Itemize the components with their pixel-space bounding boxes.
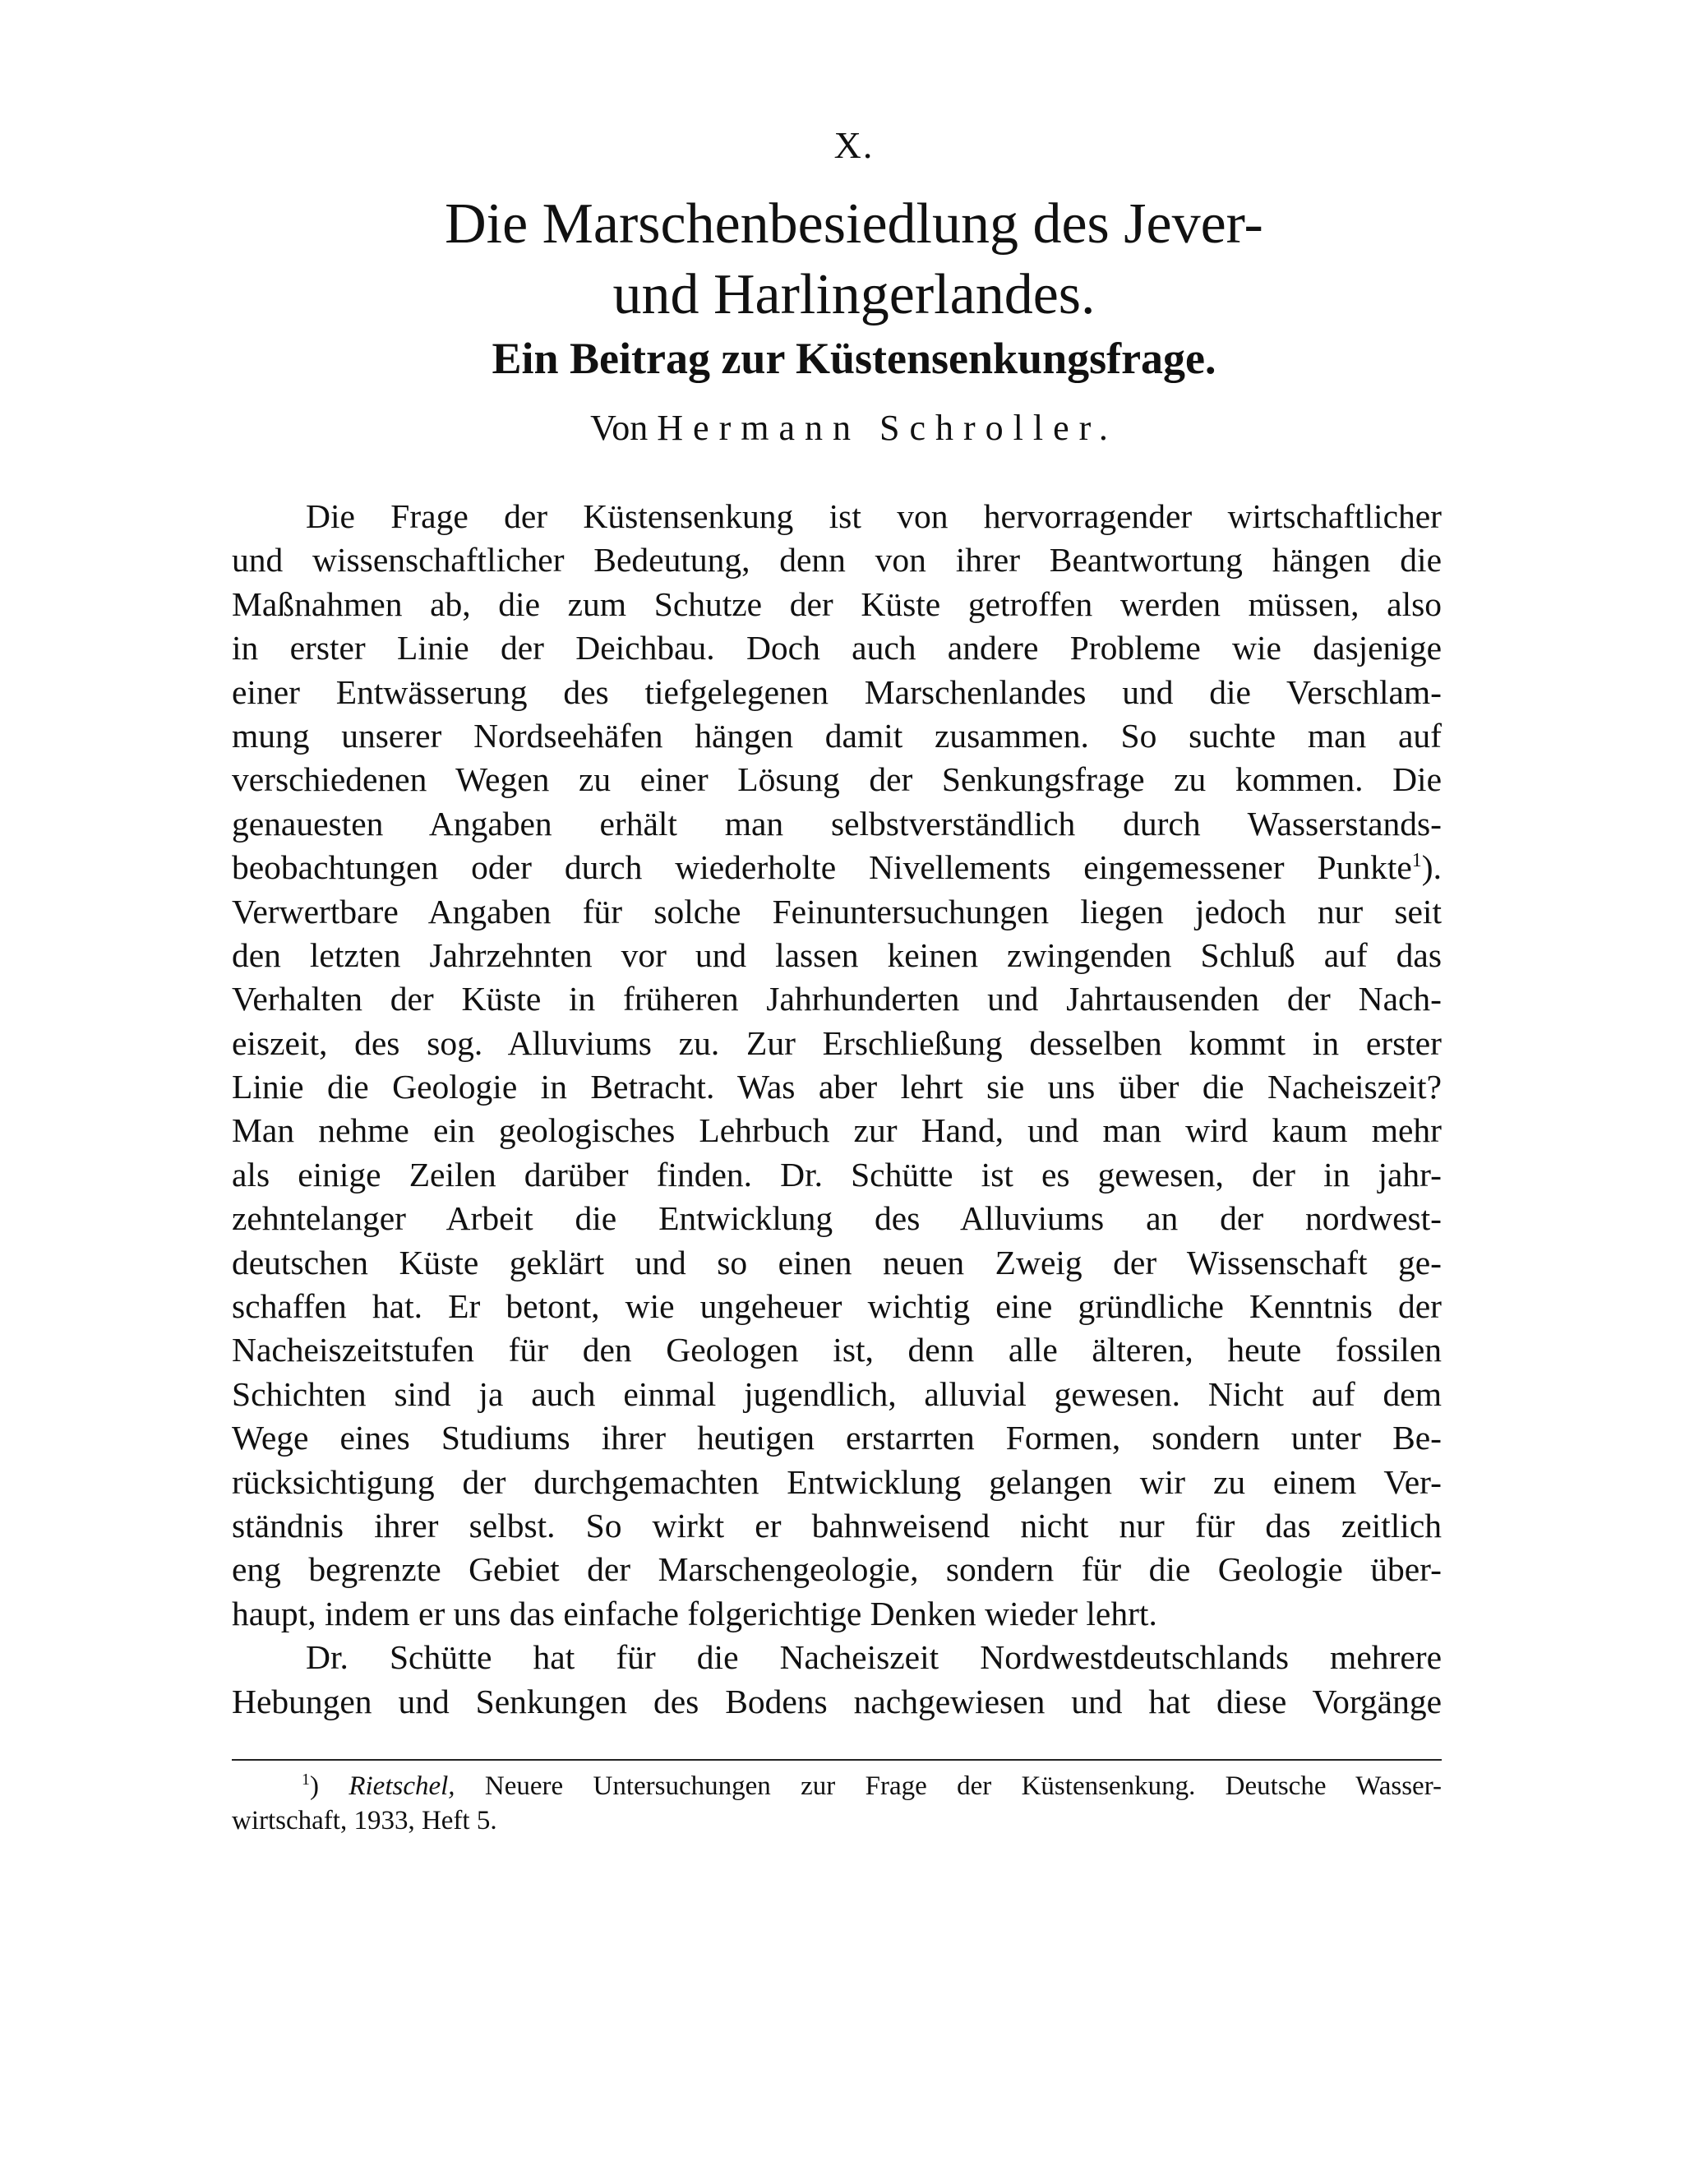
text-line: Verhalten der Küste in früheren Jahrhunderten und Jahrtausenden der Nach- [232, 980, 1442, 1018]
footnote-text: Neuere Untersuchungen zur Frage der Küstensenkung. Deutsche Wasser- [484, 1771, 1443, 1801]
text-line: Hebungen und Senkungen des Bodens nachgewiesen und hat diese Vorgänge [232, 1682, 1442, 1720]
text-line-content: beobachtungen oder durch wiederholte Nivellements eingemessener Punkte [232, 848, 1412, 887]
text-line: Maßnahmen ab, die zum Schutze der Küste getroffen werden müssen, also [232, 584, 1442, 623]
text-line: zehntelanger Arbeit die Entwicklung des Alluviums an der nordwest- [232, 1199, 1442, 1238]
text-line: eng begrenzte Gebiet der Marschengeologie, sondern für die Geologie über- [232, 1550, 1442, 1589]
title-line: Die Marschenbesiedlung des Jever- [445, 192, 1263, 256]
footnote-reference-close: ). [1421, 848, 1442, 887]
byline [0, 407, 1708, 449]
title-line: und Harlingerlandes. [612, 263, 1096, 326]
footnote-marker-close: ) [310, 1771, 319, 1801]
text-line: Nacheiszeitstufen für den Geologen ist, denn alle älteren, heute fossilen [232, 1331, 1442, 1369]
text-line: ständnis ihrer selbst. So wirkt er bahnweisend nicht nur für das zeitlich [232, 1506, 1442, 1544]
text-line: den letzten Jahrzehnten vor und lassen keinen zwingenden Schluß auf das [232, 935, 1442, 974]
text-line: Linie die Geologie in Betracht. Was aber lehrt sie uns über die Nacheiszeit? [232, 1068, 1442, 1106]
text-line: genauesten Angaben erhält man selbstverständlich durch Wasserstands- [232, 804, 1442, 843]
article-subtitle: Ein Beitrag zur Küstensenkungsfrage. [492, 334, 1216, 383]
footnote-line: wirtschaft, 1933, Heft 5. [232, 1806, 497, 1835]
body-text [232, 495, 1442, 1724]
footnote-line [232, 1769, 1442, 1803]
text-line: rücksichtigung der durchgemachten Entwicklung gelangen wir zu einem Ver- [232, 1462, 1442, 1501]
footnote-reference: 1 [1411, 850, 1422, 872]
byline-prefix: Von [590, 408, 649, 448]
text-line: mung unserer Nordseehäfen hängen damit zusammen. So suchte man auf [232, 716, 1442, 755]
chapter-number: X. [833, 124, 875, 166]
text-line: einer Entwässerung des tiefgelegenen Marschenlandes und die Verschlam- [232, 672, 1442, 711]
text-line: deutschen Küste geklärt und so einen neuen Zweig der Wissenschaft ge- [232, 1243, 1442, 1281]
footnote-divider [232, 1759, 1442, 1761]
article-title [0, 189, 1708, 330]
text-line: als einige Zeilen darüber finden. Dr. Schütte ist es gewesen, der in jahr- [232, 1155, 1442, 1194]
text-line-with-footnote [232, 846, 1442, 889]
text-line: Schichten sind ja auch einmal jugendlich, alluvial gewesen. Nicht auf dem [232, 1374, 1442, 1413]
text-line: Die Frage der Küstensenkung ist von hervorragender wirtschaftlicher [306, 497, 1442, 535]
text-line: haupt, indem er uns das einfache folgerichtige Denken wieder lehrt. [232, 1594, 1157, 1632]
text-line: und wissenschaftlicher Bedeutung, denn von ihrer Beantwortung hängen die [232, 541, 1442, 579]
text-line: schaffen hat. Er betont, wie ungeheuer wichtig eine gründliche Kenntnis der [232, 1287, 1442, 1326]
text-line: Wege eines Studiums ihrer heutigen erstarrten Formen, sondern unter Be- [232, 1419, 1442, 1457]
text-line: in erster Linie der Deichbau. Doch auch andere Probleme wie dasjenige [232, 629, 1442, 667]
footnote-marker: 1 [302, 1771, 310, 1789]
text-line: Verwertbare Angaben für solche Feinuntersuchungen liegen jedoch nur seit [232, 892, 1442, 930]
text-line: Man nehme ein geologisches Lehrbuch zur Hand, und man wird kaum mehr [232, 1111, 1442, 1150]
text-line: Dr. Schütte hat für die Nacheiszeit Nordwestdeutschlands mehrere [306, 1638, 1442, 1677]
footnote-author: Rietschel, [349, 1771, 455, 1801]
text-line: eiszeit, des sog. Alluviums zu. Zur Erschließung desselben kommt in erster [232, 1023, 1442, 1062]
text-line: verschiedenen Wegen zu einer Lösung der Senkungsfrage zu kommen. Die [232, 760, 1442, 799]
footnote [232, 1769, 1442, 1838]
author-name: Hermann Schroller. [657, 408, 1118, 448]
